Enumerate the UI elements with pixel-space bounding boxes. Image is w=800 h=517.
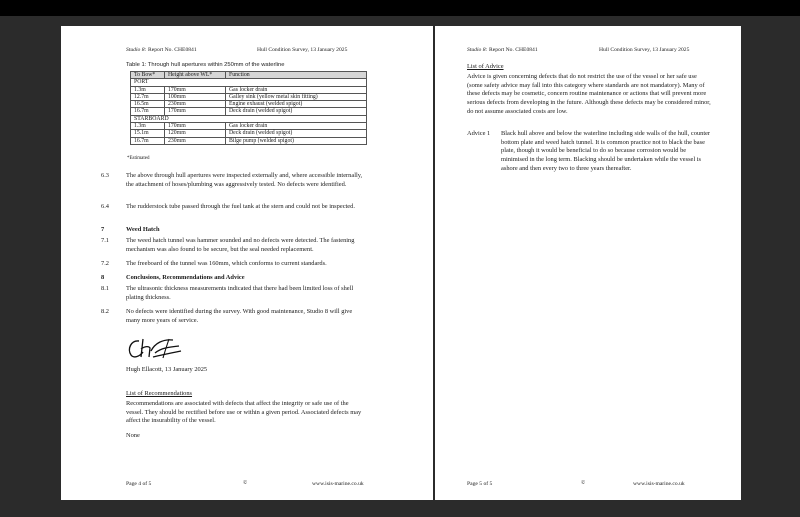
section-number: 6.4 — [101, 203, 109, 210]
table-caption: Table 1: Through hull apertures within 250mm of the waterline — [126, 62, 285, 68]
cell: 16.7m — [131, 108, 165, 115]
advice-text: Advice is given concerning defects that do not restrict the use of the vessel or her safe use (some safety advice may fall into this category where standards are not mandatory). Many of these defects may be cosmetic, concern routine maintenance or actions that will prevent more serious defects from developing in the future. Although these defects may be considered minor, do not assume associated costs are low. — [467, 73, 711, 115]
advice-title: List of Advice — [467, 63, 504, 70]
column-header: Height above WL* — [165, 72, 226, 79]
recommendations-text: Recommendations are associated with defects that affect the integrity or safe use of the vessel. They should be rectified before use or within a given period. Associated defects may affect the insurability of the vessel. — [126, 400, 362, 425]
section-number: 8 — [101, 274, 105, 281]
cell: 230mm — [165, 137, 226, 144]
cell: 16.7m — [131, 137, 165, 144]
footer-page-number: Page 4 of 5 — [126, 481, 152, 487]
section-label-port: PORT — [131, 79, 367, 86]
page-5 — [435, 26, 741, 500]
cell: Deck drain (welded spigot) — [226, 130, 367, 137]
header-studio: Studio 8: — [126, 47, 147, 53]
section-heading: Weed Hatch — [126, 226, 160, 233]
section-heading: Conclusions, Recommendations and Advice — [126, 274, 245, 281]
footer-copyright: © — [581, 480, 586, 486]
cell: 100mm — [165, 93, 226, 100]
cell: Bilge pump (welded spigot) — [226, 137, 367, 144]
cell: Gas locker drain — [226, 86, 367, 93]
cell: 170mm — [165, 108, 226, 115]
handwritten-signature — [125, 335, 185, 361]
table-row — [131, 101, 367, 108]
advice-item-label: Advice 1 — [467, 130, 491, 137]
table-row — [131, 86, 367, 93]
table-row — [131, 108, 367, 115]
cell: 170mm — [165, 123, 226, 130]
cell: 1.3m — [131, 86, 165, 93]
header-survey: Hull Condition Survey, 13 January 2025 — [257, 47, 348, 53]
footer-page-number: Page 5 of 5 — [467, 481, 493, 487]
table-row — [131, 137, 367, 144]
cell: 230mm — [165, 101, 226, 108]
cell: Gas locker drain — [226, 123, 367, 130]
cell: Engine exhaust (welded spigot) — [226, 101, 367, 108]
section-text: The rudderstock tube passed through the fuel tank at the stern and could not be inspected. — [126, 203, 355, 210]
window-top-bar — [0, 0, 800, 16]
column-header: To Bow* — [131, 72, 165, 79]
recommendations-none: None — [126, 432, 140, 439]
section-number: 8.1 — [101, 285, 109, 292]
cell: 16.5m — [131, 101, 165, 108]
section-text: The ultrasonic thickness measurements indicated that there had been limited loss of shell plating thickness. — [126, 285, 354, 301]
cell: Deck drain (welded spigot) — [226, 108, 367, 115]
cell: 1.3m — [131, 123, 165, 130]
section-text: The above through hull apertures were inspected externally and, where accessible internally, the attachment of hoses/plumbing was aggressively tested. No defects were identified. — [126, 172, 363, 188]
table-row — [131, 93, 367, 100]
advice-item-text: Black hull above and below the waterline including side walls of the hull, counter bottom plate and weed hatch tunnel. It is common practice not to black the base plate, though it would be beneficial to do so because corrosion would be minimised in the long term. Blacking should be undertaken while the vessel is ashore and then every two to three years thereafter. — [501, 130, 711, 172]
header-report: Report No. CHE0841 — [489, 47, 538, 53]
footer-url[interactable]: www.isis-marine.co.uk — [312, 481, 364, 487]
table-row — [131, 123, 367, 130]
cell: 120mm — [165, 130, 226, 137]
section-number: 6.3 — [101, 172, 109, 179]
header-report: Report No. CHE0841 — [148, 47, 197, 53]
section-label-starboard: STARBOARD — [131, 115, 367, 122]
cell: 170mm — [165, 86, 226, 93]
footer-url[interactable]: www.isis-marine.co.uk — [633, 481, 685, 487]
signatory: Hugh Ellacott, 13 January 2025 — [126, 366, 208, 373]
footer-copyright: © — [243, 480, 248, 486]
section-text: No defects were identified during the survey. With good maintenance, Studio 8 will give many more years of service. — [126, 308, 353, 324]
apertures-table — [130, 71, 367, 145]
table-footnote: *Estimated — [127, 156, 150, 161]
cell: 15.1m — [131, 130, 165, 137]
section-number: 7.1 — [101, 237, 109, 244]
cell: Galley sink (yellow metal skin fitting) — [226, 93, 367, 100]
section-number: 7.2 — [101, 260, 109, 267]
section-number: 8.2 — [101, 308, 109, 315]
cell: 12.7m — [131, 93, 165, 100]
table-header-row — [131, 72, 367, 79]
table-section-row — [131, 115, 367, 122]
page-4 — [61, 26, 433, 500]
section-text: The freeboard of the tunnel was 160mm, which conforms to current standards. — [126, 260, 327, 267]
header-survey: Hull Condition Survey, 13 January 2025 — [599, 47, 690, 53]
table-section-row — [131, 79, 367, 86]
recommendations-title: List of Recommendations — [126, 390, 193, 397]
column-header: Function — [226, 72, 367, 79]
header-studio: Studio 8: — [467, 47, 488, 53]
table-row — [131, 130, 367, 137]
section-text: The weed hatch tunnel was hammer sounded and no defects were detected. The fastening mechanism was also found to be secure, but the seal needed replacement. — [126, 237, 355, 253]
section-number: 7 — [101, 226, 105, 233]
